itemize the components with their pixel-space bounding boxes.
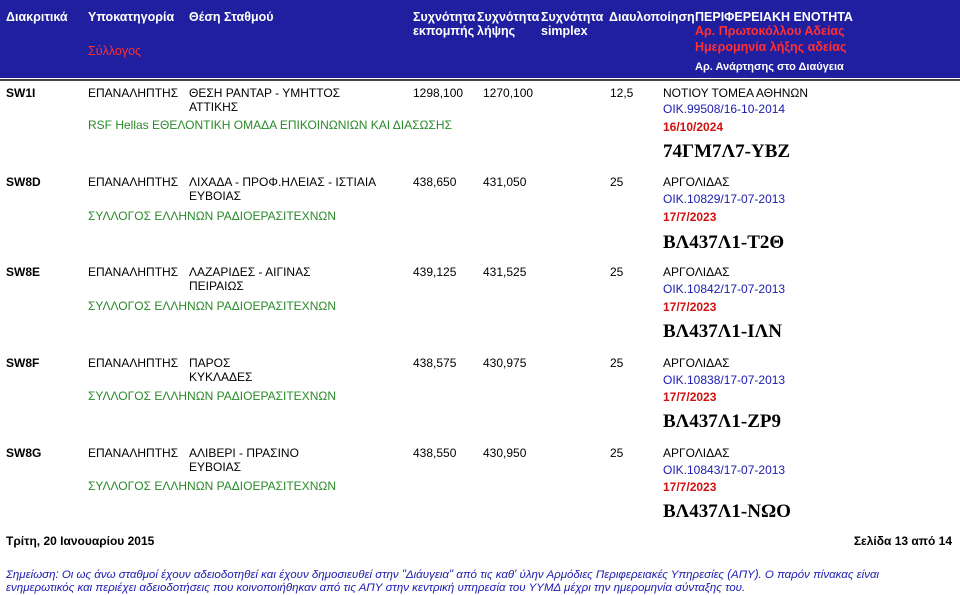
row-callsign: SW8G	[6, 446, 42, 460]
row-location-1: ΘΕΣΗ ΡΑΝΤΑΡ - ΥΜΗΤΤΟΣ	[189, 86, 341, 100]
header-tx-2: εκπομπής	[413, 24, 475, 38]
row-protocol: ΟΙΚ.10843/17-07-2013	[663, 463, 786, 477]
footer-date: Τρίτη, 20 Ιανουαρίου 2015	[6, 534, 155, 548]
row-ada: ΒΛ437Λ1-Τ2Θ	[663, 232, 785, 253]
row-rx: 431,050	[483, 175, 527, 189]
row-association: ΣΥΛΛΟΓΟΣ ΕΛΛΗΝΩΝ ΡΑΔΙΟΕΡΑΣΙΤΕΧΝΩΝ	[88, 209, 336, 223]
table-header	[0, 0, 960, 78]
header-simplex-1: Συχνότητα	[541, 10, 604, 24]
row-tx: 438,550	[413, 446, 457, 460]
header-simplex-2: simplex	[541, 24, 588, 38]
row-rx: 1270,100	[483, 86, 534, 100]
row-rx: 431,525	[483, 265, 527, 279]
header-callsign: Διακριτικά	[6, 10, 68, 24]
row-protocol: ΟΙΚ.10838/17-07-2013	[663, 373, 786, 387]
row-region: ΝΟΤΙΟΥ ΤΟΜΕΑ ΑΘΗΝΩΝ	[663, 86, 809, 100]
header-separator	[0, 79, 960, 81]
row-ada: 74ΓΜ7Λ7-ΥΒΖ	[663, 141, 791, 162]
row-simplex: 25	[610, 265, 624, 279]
row-simplex: 12,5	[610, 86, 634, 100]
row-category: ΕΠΑΝΑΛΗΠΤΗΣ	[88, 356, 179, 370]
row-category: ΕΠΑΝΑΛΗΠΤΗΣ	[88, 86, 179, 100]
row-tx: 438,575	[413, 356, 457, 370]
row-location-2: ΚΥΚΛΑΔΕΣ	[189, 370, 253, 384]
row-location-1: ΑΛΙΒΕΡΙ - ΠΡΑΣΙΝΟ	[189, 446, 299, 460]
footer-note-line-1: Σημείωση: Οι ως άνω σταθμοί έχουν αδειοδοτηθεί και έχουν δημοσιευθεί στην "Διάυγεια" από τις καθ' ύλην Αρμόδιες Περιφερειακές Υπηρεσίες (ΑΠΥ). Ο παρόν πίνακας είναι	[6, 569, 880, 581]
header-rx-1: Συχνότητα	[477, 10, 540, 24]
row-tx: 439,125	[413, 265, 457, 279]
row-protocol: ΟΙΚ.10842/17-07-2013	[663, 282, 786, 296]
row-location-1: ΛΑΖΑΡΙΔΕΣ - ΑΙΓΙΝΑΣ	[189, 265, 311, 279]
row-category: ΕΠΑΝΑΛΗΠΤΗΣ	[88, 175, 179, 189]
row-callsign: SW8E	[6, 265, 41, 279]
header-diavgeia: Αρ. Ανάρτησης στο Διαύγεια	[695, 61, 844, 73]
row-category: ΕΠΑΝΑΛΗΠΤΗΣ	[88, 265, 179, 279]
row-association: ΣΥΛΛΟΓΟΣ ΕΛΛΗΝΩΝ ΡΑΔΙΟΕΡΑΣΙΤΕΧΝΩΝ	[88, 299, 336, 313]
footer-page-number: Σελίδα 13 από 14	[853, 534, 952, 548]
row-protocol: ΟΙΚ.10829/17-07-2013	[663, 192, 786, 206]
row-location-2: ΑΤΤΙΚΗΣ	[189, 100, 239, 114]
row-rx: 430,975	[483, 356, 527, 370]
row-expiry: 16/10/2024	[663, 120, 724, 134]
header-region: ΠΕΡΙΦΕΡΕΙΑΚΗ ΕΝΟΤΗΤΑ	[695, 10, 853, 24]
row-callsign: SW1I	[6, 86, 36, 100]
row-simplex: 25	[610, 446, 624, 460]
row-ada: ΒΛ437Λ1-ΙΛΝ	[663, 321, 782, 342]
header-association: Σύλλογος	[88, 44, 142, 58]
row-rx: 430,950	[483, 446, 527, 460]
row-association: RSF Hellas ΕΘΕΛΟΝΤΙΚΗ ΟΜΑΔΑ ΕΠΙΚΟΙΝΩΝΙΩΝ ΚΑΙ ΔΙΑΣΩΣΗΣ	[88, 118, 452, 132]
row-expiry: 17/7/2023	[663, 390, 717, 404]
row-expiry: 17/7/2023	[663, 480, 717, 494]
header-tx-1: Συχνότητα	[413, 10, 476, 24]
row-callsign: SW8D	[6, 175, 41, 189]
row-region: ΑΡΓΟΛΙΔΑΣ	[663, 446, 730, 460]
row-location-1: ΠΑΡΟΣ	[189, 356, 231, 370]
header-expiry: Ημερομηνία λήξης αδείας	[695, 40, 847, 54]
footer-note-line-2: ενημερωτικός και περιέχει αδειοδοτήσεις που κοινοποιήθηκαν από τις ΑΠΥ στην κεντρική υπηρεσία του ΥΥΜΔ μέχρι την ημερομηνία σύνταξης του.	[6, 582, 746, 594]
row-expiry: 17/7/2023	[663, 210, 717, 224]
row-expiry: 17/7/2023	[663, 300, 717, 314]
row-category: ΕΠΑΝΑΛΗΠΤΗΣ	[88, 446, 179, 460]
row-callsign: SW8F	[6, 356, 40, 370]
row-association: ΣΥΛΛΟΓΟΣ ΕΛΛΗΝΩΝ ΡΑΔΙΟΕΡΑΣΙΤΕΧΝΩΝ	[88, 479, 336, 493]
row-tx: 1298,100	[413, 86, 464, 100]
row-region: ΑΡΓΟΛΙΔΑΣ	[663, 265, 730, 279]
row-protocol: ΟΙΚ.99508/16-10-2014	[663, 102, 786, 116]
row-ada: ΒΛ437Λ1-ΖΡ9	[663, 411, 782, 432]
header-location: Θέση Σταθμού	[189, 10, 274, 24]
header-category: Υποκατηγορία	[88, 10, 175, 24]
header-rx-2: λήψης	[477, 24, 516, 38]
row-ada: ΒΛ437Λ1-ΝΩΟ	[663, 501, 791, 522]
row-region: ΑΡΓΟΛΙΔΑΣ	[663, 175, 730, 189]
header-modulation: Διαυλοποίηση	[609, 10, 695, 24]
header-protocol: Αρ. Πρωτοκόλλου Αδείας	[695, 24, 845, 38]
row-location-2: ΕΥΒΟΙΑΣ	[189, 189, 242, 203]
row-association: ΣΥΛΛΟΓΟΣ ΕΛΛΗΝΩΝ ΡΑΔΙΟΕΡΑΣΙΤΕΧΝΩΝ	[88, 389, 336, 403]
row-location-2: ΠΕΙΡΑΙΩΣ	[189, 279, 244, 293]
row-location-2: ΕΥΒΟΙΑΣ	[189, 460, 242, 474]
row-tx: 438,650	[413, 175, 457, 189]
row-region: ΑΡΓΟΛΙΔΑΣ	[663, 356, 730, 370]
row-location-1: ΛΙΧΑΔΑ - ΠΡΟΦ.ΗΛΕΙΑΣ - ΙΣΤΙΑΙΑ	[189, 175, 377, 189]
row-simplex: 25	[610, 356, 624, 370]
row-simplex: 25	[610, 175, 624, 189]
